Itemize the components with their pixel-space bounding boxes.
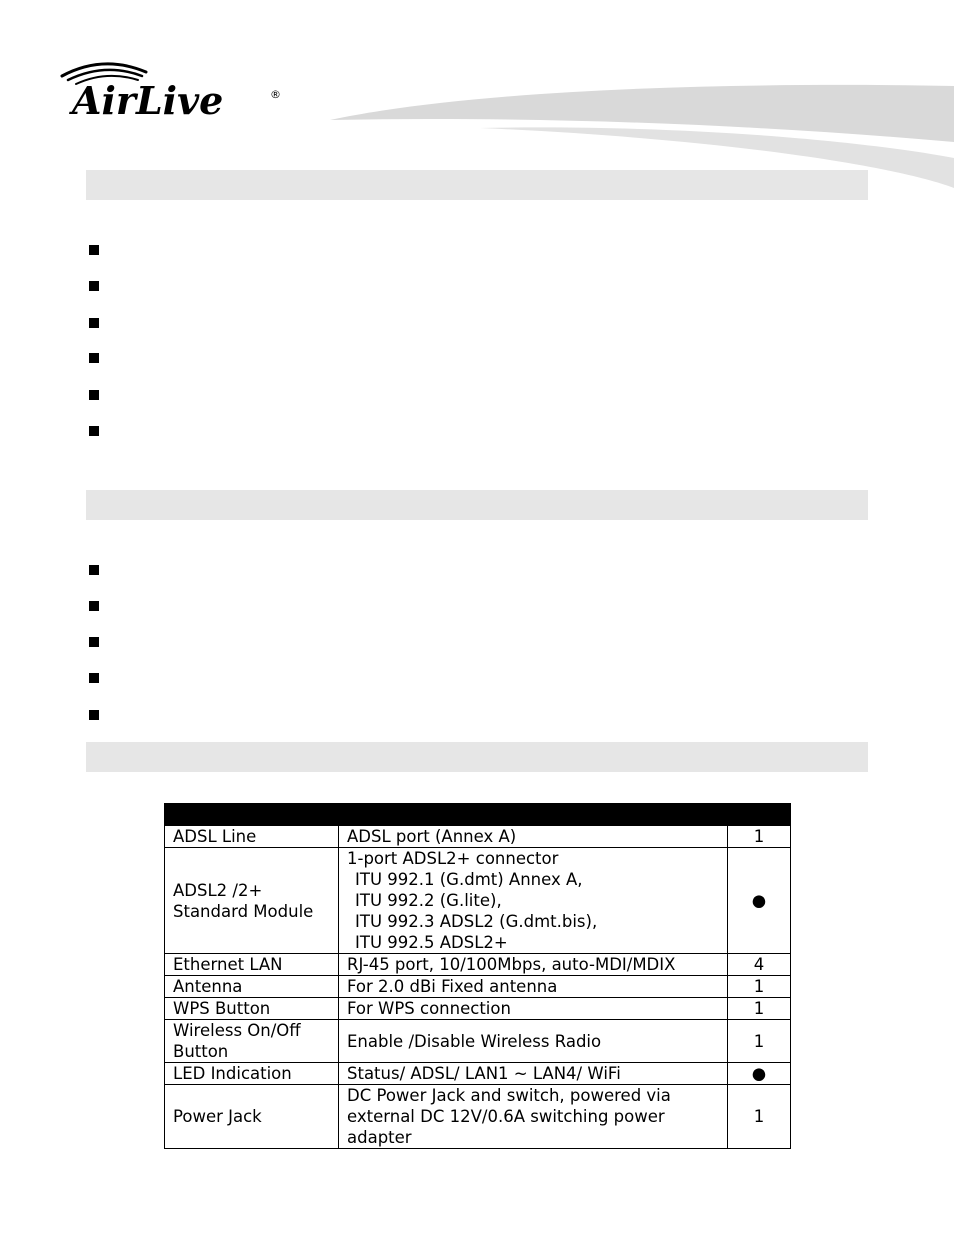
table-row xyxy=(165,954,791,976)
qty-cell: ● xyxy=(728,1063,791,1085)
description-cell xyxy=(339,954,728,976)
item-cell xyxy=(165,848,339,954)
item-cell xyxy=(165,976,339,998)
item-cell-line: Power Jack xyxy=(173,1107,262,1126)
section-header-bar-2 xyxy=(86,490,868,520)
table-row xyxy=(165,998,791,1020)
item-cell-line: Standard Module xyxy=(173,901,314,921)
item-cell xyxy=(165,954,339,976)
hardware-spec-table xyxy=(164,803,791,1149)
table-body xyxy=(165,826,791,1149)
description-cell-line: adapter xyxy=(347,1128,412,1147)
bullet-icon xyxy=(89,426,99,436)
item-cell-line: ADSL2 /2+ xyxy=(173,880,263,900)
item-cell-line: Button xyxy=(173,1042,229,1061)
description-cell-line: ADSL port (Annex A) xyxy=(347,827,517,846)
description-cell-line: ITU 992.3 ADSL2 (G.dmt.bis), xyxy=(355,912,598,931)
bullet-icon xyxy=(89,710,99,720)
bullet-icon xyxy=(89,673,99,683)
qty-cell: 1 xyxy=(728,826,791,848)
item-cell-line: LED Indication xyxy=(173,1064,292,1083)
bullet-icon xyxy=(89,245,99,255)
item-cell xyxy=(165,826,339,848)
item-cell xyxy=(165,1085,339,1149)
description-cell xyxy=(339,998,728,1020)
bullet-icon xyxy=(89,565,99,575)
airlive-logo xyxy=(58,58,288,122)
item-cell-line: Antenna xyxy=(173,977,243,996)
section-header-bar-1 xyxy=(86,170,868,200)
qty-cell: 4 xyxy=(728,954,791,976)
description-cell-line: ITU 992.1 (G.dmt) Annex A, xyxy=(355,870,583,889)
item-cell-line: Wireless On/Off xyxy=(173,1021,301,1040)
item-cell xyxy=(165,1020,339,1063)
bullet-icon xyxy=(89,637,99,647)
item-cell xyxy=(165,998,339,1020)
description-cell-line: For WPS connection xyxy=(347,999,511,1018)
table-row xyxy=(165,1085,791,1149)
qty-cell: 1 xyxy=(728,976,791,998)
description-cell xyxy=(339,1085,728,1149)
table-row xyxy=(165,1063,791,1085)
qty-cell: ● xyxy=(728,848,791,954)
qty-cell: 1 xyxy=(728,1020,791,1063)
section-header-bar-3 xyxy=(86,742,868,772)
description-cell-line: ITU 992.5 ADSL2+ xyxy=(355,933,508,952)
logo-registered-mark: ® xyxy=(270,88,281,101)
description-cell-line: Status/ ADSL/ LAN1 ~ LAN4/ WiFi xyxy=(347,1064,621,1083)
table-row xyxy=(165,848,791,954)
bullet-icon xyxy=(89,601,99,611)
bullet-icon xyxy=(89,281,99,291)
description-cell xyxy=(339,1063,728,1085)
bullet-icon xyxy=(89,390,99,400)
header-cell-item xyxy=(165,804,339,826)
description-cell-line: external DC 12V/0.6A switching power xyxy=(347,1107,665,1126)
qty-cell: 1 xyxy=(728,1085,791,1149)
header-cell-qty xyxy=(728,804,791,826)
description-cell-line: ITU 992.2 (G.lite), xyxy=(355,891,502,910)
logo-wordmark: AirLive xyxy=(72,78,224,122)
bullet-icon xyxy=(89,353,99,363)
qty-cell: 1 xyxy=(728,998,791,1020)
table-row xyxy=(165,1020,791,1063)
item-cell-line: WPS Button xyxy=(173,999,271,1018)
description-cell xyxy=(339,976,728,998)
description-cell xyxy=(339,848,728,954)
description-cell xyxy=(339,1020,728,1063)
item-cell-line: Ethernet LAN xyxy=(173,955,283,974)
description-cell-line: DC Power Jack and switch, powered via xyxy=(347,1086,671,1105)
table-row xyxy=(165,826,791,848)
item-cell xyxy=(165,1063,339,1085)
description-cell-line: Enable /Disable Wireless Radio xyxy=(347,1031,602,1051)
bullet-icon xyxy=(89,318,99,328)
description-cell-line: 1-port ADSL2+ connector xyxy=(347,849,559,868)
description-cell-line: RJ-45 port, 10/100Mbps, auto-MDI/MDIX xyxy=(347,955,676,974)
table-header-row xyxy=(165,804,791,826)
item-cell-line: ADSL Line xyxy=(173,827,257,846)
description-cell-line: For 2.0 dBi Fixed antenna xyxy=(347,977,558,996)
description-cell xyxy=(339,826,728,848)
header-cell-description xyxy=(339,804,728,826)
table-row xyxy=(165,976,791,998)
